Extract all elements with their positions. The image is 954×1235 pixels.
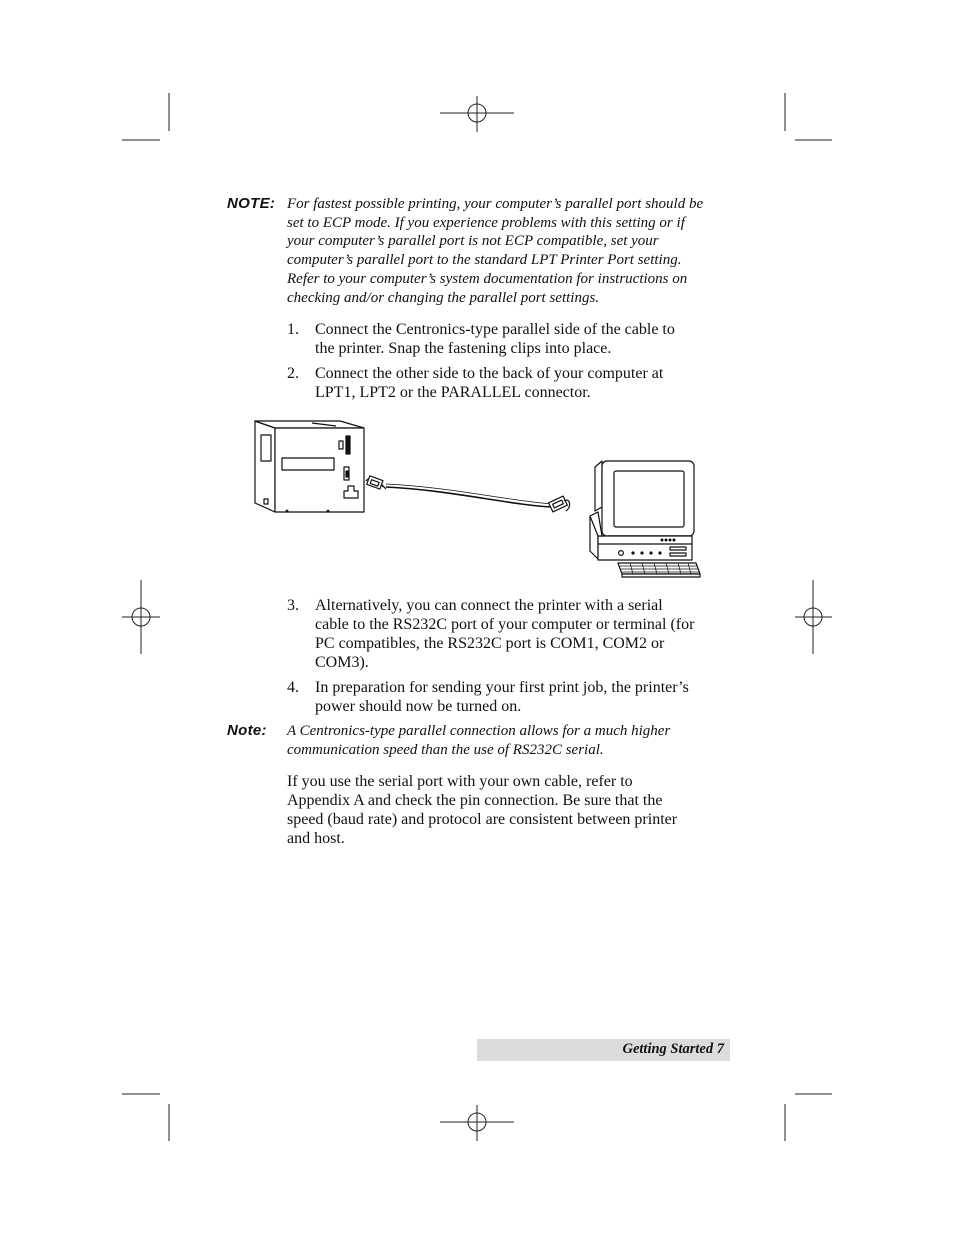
step-line: COM3). bbox=[315, 654, 369, 671]
note-label: Note: bbox=[227, 722, 267, 739]
body-paragraph bbox=[287, 772, 727, 848]
step-number: 3. bbox=[287, 597, 299, 614]
note-line: Refer to your computer’s system documentation for instructions on bbox=[287, 270, 688, 287]
connection-illustration bbox=[250, 415, 705, 583]
footer-text: Getting Started 7 bbox=[622, 1041, 724, 1057]
step-line: Connect the Centronics-type parallel side of the cable to bbox=[315, 321, 675, 338]
step-line: cable to the RS232C port of your computer or terminal (for bbox=[315, 616, 695, 633]
registration-mark-top bbox=[440, 96, 514, 132]
step-number: 4. bbox=[287, 679, 299, 696]
step-line: Alternatively, you can connect the printer with a serial bbox=[315, 597, 663, 614]
paragraph-line: Appendix A and check the pin connection. Be sure that the bbox=[287, 792, 663, 809]
note-line: A Centronics-type parallel connection allows for a much higher bbox=[287, 723, 671, 739]
note-text bbox=[287, 195, 727, 307]
note-line: your computer’s parallel port is not ECP compatible, set your bbox=[287, 233, 659, 250]
page-footer bbox=[477, 1039, 730, 1061]
paragraph-line: speed (baud rate) and protocol are consistent between printer bbox=[287, 811, 678, 828]
registration-mark-left bbox=[122, 580, 160, 654]
paragraph-line: and host. bbox=[287, 830, 345, 847]
note-text bbox=[287, 722, 727, 759]
registration-mark-bottom bbox=[440, 1105, 514, 1141]
paragraph-line: If you use the serial port with your own cable, refer to bbox=[287, 773, 633, 790]
step-line: power should now be turned on. bbox=[315, 698, 522, 715]
step-line: PC compatibles, the RS232C port is COM1, COM2 or bbox=[315, 635, 665, 652]
step-number: 2. bbox=[287, 365, 299, 382]
step-line: In preparation for sending your first print job, the printer’s bbox=[315, 679, 689, 696]
step-number: 1. bbox=[287, 321, 299, 338]
note-label: NOTE: bbox=[227, 195, 276, 212]
parallel-cable-icon bbox=[366, 476, 570, 512]
computer-icon bbox=[590, 461, 700, 577]
note-line: checking and/or changing the parallel port settings. bbox=[287, 289, 600, 306]
note-line: computer’s parallel port to the standard LPT Printer Port setting. bbox=[287, 252, 682, 269]
note-line: set to ECP mode. If you experience problems with this setting or if bbox=[287, 214, 685, 231]
note-line: communication speed than the use of RS232C serial. bbox=[287, 741, 604, 758]
printer-icon bbox=[255, 421, 364, 512]
step-line: LPT1, LPT2 or the PARALLEL connector. bbox=[315, 384, 591, 401]
note-line: For fastest possible printing, your computer’s parallel port should be bbox=[287, 196, 704, 212]
step-line: Connect the other side to the back of your computer at bbox=[315, 365, 664, 382]
step-line: the printer. Snap the fastening clips into place. bbox=[315, 340, 612, 357]
registration-mark-right bbox=[795, 580, 832, 654]
